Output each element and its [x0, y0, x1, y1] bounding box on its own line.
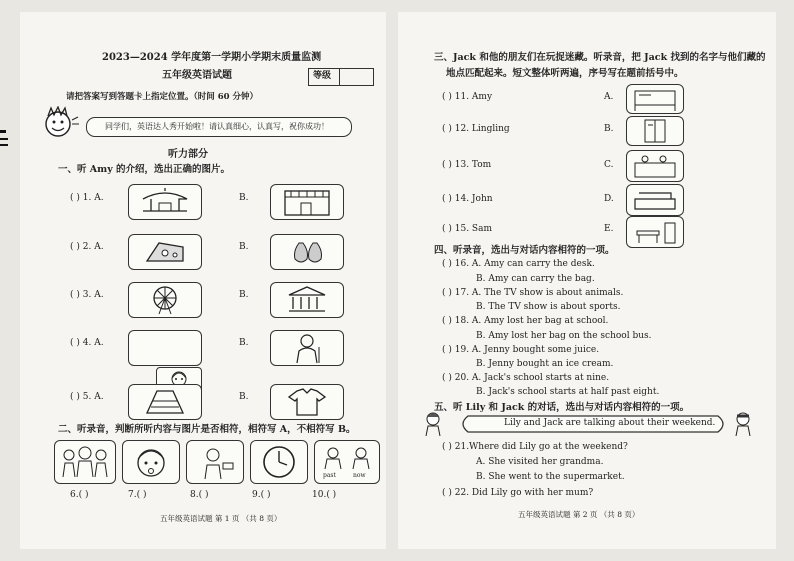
speech-text: 同学们，英语达人秀开始啦！请认真细心，认真写，祝你成功！ — [105, 122, 329, 131]
q7-picture-face[interactable] — [122, 440, 180, 484]
study-room-icon — [627, 217, 683, 247]
q9-picture-clock[interactable] — [250, 440, 308, 484]
exam-page-1 — [20, 12, 386, 549]
shirt-icon — [271, 385, 343, 419]
q4-option-a-blank[interactable] — [128, 330, 202, 366]
q1-label: ( ) 1. A. — [70, 193, 104, 203]
q16-option-b: B. Amy can carry the bag. — [476, 274, 595, 284]
family-icon — [55, 441, 115, 483]
exam-page-2 — [398, 12, 776, 549]
skirt-icon — [129, 385, 201, 419]
museum-icon — [271, 283, 343, 317]
part2-heading: 二、听录音，判断所听内容与图片是否相符，相符写 A，不相符写 B。 — [58, 424, 356, 435]
grade-divider — [339, 69, 340, 85]
part1-heading: 一、听 Amy 的介绍，选出正确的图片。 — [58, 164, 231, 175]
cook-icon — [187, 441, 243, 483]
q12-letter: B. — [604, 124, 614, 134]
pavilion-icon — [129, 185, 201, 219]
past-label: past — [323, 472, 336, 479]
instruction-text: 请把答案写到答题卡上指定位置。（时间 60 分钟） — [66, 92, 258, 102]
q3-b-label: B. — [239, 290, 249, 300]
q9-answer[interactable]: 9.( ) — [252, 490, 271, 500]
q6-picture-family[interactable] — [54, 440, 116, 484]
clock-icon — [251, 441, 307, 483]
q5-option-b-shirt[interactable] — [270, 384, 344, 420]
old-man-icon — [271, 331, 343, 365]
q13-letter: C. — [604, 160, 614, 170]
q14-letter: D. — [604, 194, 614, 204]
q7-answer[interactable]: 7.( ) — [128, 490, 147, 500]
place-e-study[interactable] — [626, 216, 684, 248]
q5-label: ( ) 5. A. — [70, 392, 104, 402]
q21-option-a: A. She visited her grandma. — [476, 457, 604, 467]
q18-option-b: B. Amy lost her bag on the school bus. — [476, 331, 652, 341]
q11-letter: A. — [604, 92, 614, 102]
part4-heading: 四、听录音，选出与对话内容相符的一项。 — [434, 245, 615, 256]
q4-option-b-old-man[interactable] — [270, 330, 344, 366]
pears-icon — [271, 235, 343, 269]
q21-option-b: B. She went to the supermarket. — [476, 472, 625, 482]
ferris-wheel-icon — [129, 283, 201, 317]
mascot-face-icon — [42, 106, 82, 138]
edge-mark — [0, 144, 8, 146]
bed-icon — [627, 85, 683, 113]
q2-label: ( ) 2. A. — [70, 242, 104, 252]
place-b-wardrobe[interactable] — [626, 116, 684, 146]
q16-option-a: ( ) 16. A. Amy can carry the desk. — [442, 259, 595, 269]
q1-b-label: B. — [239, 193, 249, 203]
kitchen-icon — [627, 151, 683, 181]
banner-text: Lily and Jack are talking about their weekend. — [504, 418, 716, 428]
q10-picture-past-now[interactable] — [314, 440, 380, 484]
q6-answer[interactable]: 6.( ) — [70, 490, 89, 500]
speech-bubble — [86, 117, 352, 137]
cheese-icon — [129, 235, 201, 269]
girl-face-icon — [123, 441, 179, 483]
q22-question: ( ) 22. Did Lily go with her mum? — [442, 488, 594, 498]
edge-mark — [0, 138, 8, 140]
q20-option-b: B. Jack's school starts at half past eight. — [476, 387, 660, 397]
section-title: 听力部分 — [168, 149, 208, 160]
q12-label: ( ) 12. Lingling — [442, 124, 510, 134]
q11-label: ( ) 11. Amy — [442, 92, 493, 102]
place-a-bed[interactable] — [626, 84, 684, 114]
grade-box — [308, 68, 374, 86]
part5-heading: 五、听 Lily 和 Jack 的对话，选出与对话内容相符的一项。 — [434, 402, 690, 413]
q10-answer[interactable]: 10.( ) — [312, 490, 337, 500]
q15-label: ( ) 15. Sam — [442, 224, 492, 234]
place-d-sofa[interactable] — [626, 184, 684, 216]
shop-icon — [271, 185, 343, 219]
q2-option-b-pears[interactable] — [270, 234, 344, 270]
q19-option-a: ( ) 19. A. Jenny bought some juice. — [442, 345, 600, 355]
exam-subtitle: 五年级英语试题 — [162, 70, 232, 81]
q8-picture-cook[interactable] — [186, 440, 244, 484]
q1-option-b-shop[interactable] — [270, 184, 344, 220]
grade-label: 等级 — [313, 71, 332, 81]
q3-label: ( ) 3. A. — [70, 290, 104, 300]
q2-option-a-cheese[interactable] — [128, 234, 202, 270]
wardrobe-icon — [627, 117, 683, 145]
part3-heading-line1: 三、Jack 和他的朋友们在玩捉迷藏。听录音，把 Jack 找到的名字与他们藏的 — [434, 52, 766, 63]
sofa-icon — [627, 185, 683, 215]
q17-option-a: ( ) 17. A. The TV show is about animals. — [442, 288, 624, 298]
q15-letter: E. — [604, 224, 614, 234]
q4-b-label: B. — [239, 338, 249, 348]
exam-title: 2023—2024 学年度第一学期小学期末质量监测 — [102, 52, 322, 63]
q19-option-b: B. Jenny bought an ice cream. — [476, 359, 614, 369]
q17-option-b: B. The TV show is about sports. — [476, 302, 621, 312]
boy-avatar-icon — [732, 410, 754, 436]
q2-b-label: B. — [239, 242, 249, 252]
now-label: now — [353, 472, 366, 479]
q8-answer[interactable]: 8.( ) — [190, 490, 209, 500]
q3-option-a-ferris-wheel[interactable] — [128, 282, 202, 318]
part3-heading-line2: 地点匹配起来。短文整体听两遍，序号写在题前括号中。 — [446, 68, 684, 79]
q21-question: ( ) 21.Where did Lily go at the weekend? — [442, 442, 628, 452]
page2-footer: 五年级英语试题 第 2 页 （共 8 页） — [518, 510, 640, 519]
q14-label: ( ) 14. John — [442, 194, 493, 204]
q5-option-a-skirt[interactable] — [128, 384, 202, 420]
q4-label: ( ) 4. A. — [70, 338, 104, 348]
q18-option-a: ( ) 18. A. Amy lost her bag at school. — [442, 316, 609, 326]
page1-footer: 五年级英语试题 第 1 页 （共 8 页） — [160, 514, 282, 523]
q1-option-a-pavilion[interactable] — [128, 184, 202, 220]
q13-label: ( ) 13. Tom — [442, 160, 492, 170]
edge-mark — [0, 130, 6, 133]
q20-option-a: ( ) 20. A. Jack's school starts at nine. — [442, 373, 610, 383]
girl-avatar-icon — [422, 410, 444, 436]
place-c-kitchen[interactable] — [626, 150, 684, 182]
q5-b-label: B. — [239, 392, 249, 402]
q3-option-b-museum[interactable] — [270, 282, 344, 318]
